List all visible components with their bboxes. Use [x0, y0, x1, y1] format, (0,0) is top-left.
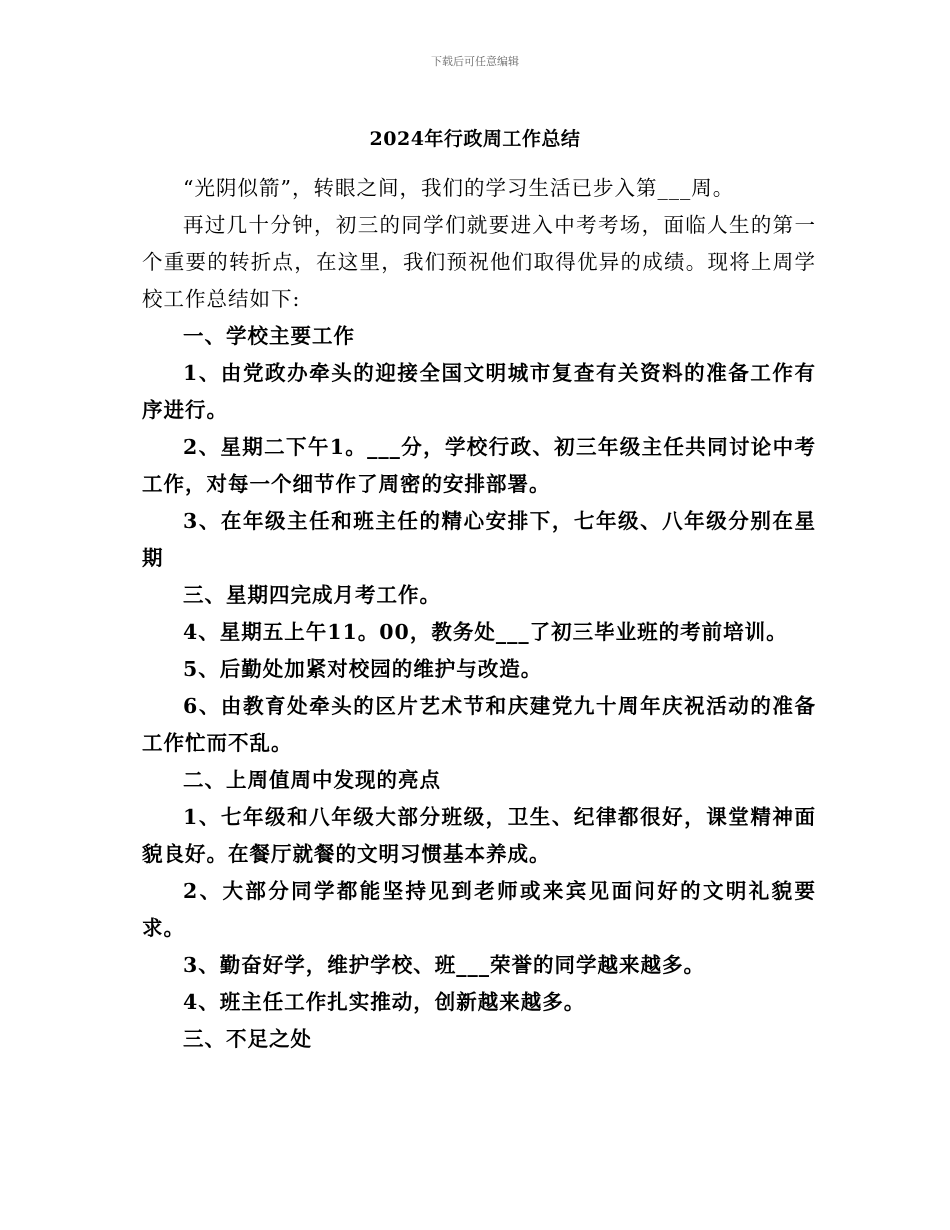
section-heading-shortcomings: 三、不足之处	[183, 1027, 312, 1051]
section-heading-main-work: 一、学校主要工作	[183, 324, 355, 348]
section-heading-highlights: 二、上周值周中发现的亮点	[183, 768, 441, 792]
list-item: 2、大部分同学都能坚持见到老师或来宾见面问好的文明礼貌要求。	[142, 879, 816, 940]
list-item: 4、星期五上午11。00，教务处___了初三毕业班的考前培训。	[183, 620, 788, 644]
list-item: 1、由党政办牵头的迎接全国文明城市复查有关资料的准备工作有序进行。	[142, 361, 816, 422]
list-item: 3、勤奋好学，维护学校、班___荣誉的同学越来越多。	[183, 953, 706, 977]
list-item: 三、星期四完成月考工作。	[183, 583, 441, 607]
header-note: 下载后可任意编辑	[431, 55, 519, 68]
list-item: 5、后勤处加紧对校园的维护与改造。	[183, 657, 543, 681]
paragraph-1: “光阴似箭”，转眼之间，我们的学习生活已步入第___周。	[183, 176, 735, 200]
list-item: 1、七年级和八年级大部分班级，卫生、纪律都很好，课堂精神面貌良好。在餐厅就餐的文明习惯基本养成。	[142, 805, 816, 866]
list-item: 4、班主任工作扎实推动，创新越来越多。	[183, 990, 586, 1014]
document-body	[142, 170, 816, 1058]
list-item: 2、星期二下午1。___分，学校行政、初三年级主任共同讨论中考工作，对每一个细节作了周密的安排部署。	[142, 435, 816, 496]
document-title: 2024年行政周工作总结	[369, 128, 581, 150]
list-item: 3、在年级主任和班主任的精心安排下，七年级、八年级分别在星期	[142, 509, 816, 570]
paragraph-2: 再过几十分钟，初三的同学们就要进入中考考场，面临人生的第一个重要的转折点，在这里，我们预祝他们取得优异的成绩。现将上周学校工作总结如下:	[142, 213, 816, 311]
list-item: 6、由教育处牵头的区片艺术节和庆建党九十周年庆祝活动的准备工作忙而不乱。	[142, 694, 816, 755]
